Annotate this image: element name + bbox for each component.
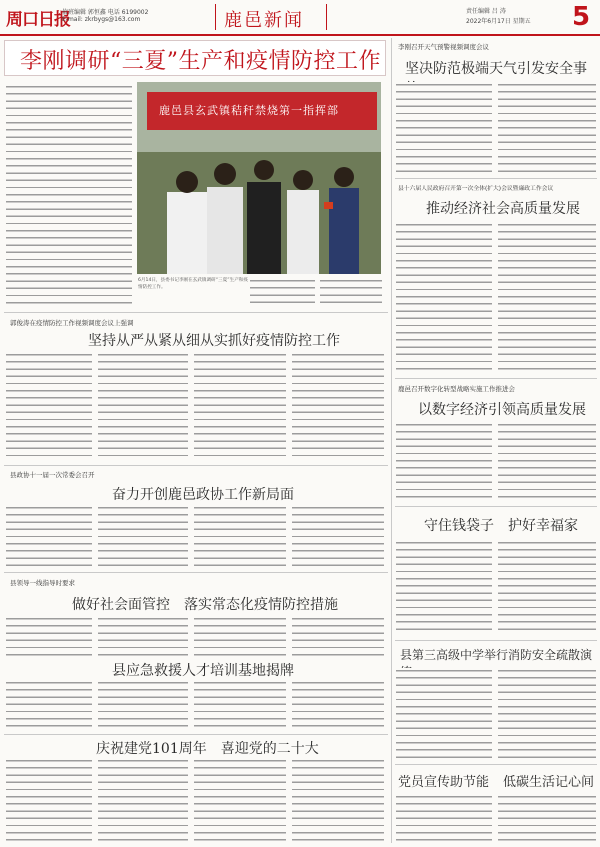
right1-headline: 坚决防范极端天气引发安全事 [405, 61, 587, 77]
divider-right1 [395, 178, 597, 179]
lead-body-left [6, 84, 132, 304]
right6-body-2 [498, 794, 596, 843]
right3-pretitle: 鹿邑召开数字化转型战略实施工作推进会 [398, 385, 515, 393]
story4-pretitle: 县领导一线指导时要求 [10, 579, 75, 587]
issue-date: 2022年6月17日 星期五 [466, 18, 531, 25]
right5-headline: 县第三高级中学举行消防安全疏散演 [400, 648, 593, 662]
right1-pretitle: 李刚召开天气预警视频调度会议 [398, 43, 489, 51]
right3-headline: 以数字经济引领高质量发展 [418, 402, 586, 418]
story6-body-4 [292, 758, 384, 843]
duty-editor-info: 值班编辑 郭恒鑫 电话 6199002 [62, 9, 149, 16]
right6-body-1 [396, 794, 492, 843]
story4-body-1 [6, 616, 92, 656]
lead-headline: 李刚调研“三夏”生产和疫情防控工作 [20, 49, 381, 74]
section-title: 鹿邑新闻 [224, 10, 304, 31]
right2-body-2 [498, 222, 596, 372]
right2-pretitle: 县十六届人民政府召开第一次全体(扩大)会议暨廉政工作会议 [398, 186, 554, 192]
story2-body-3 [194, 352, 286, 462]
right4-headline-b: 护好幸福家 [508, 518, 578, 534]
divider-lead [4, 312, 388, 313]
photo-banner-text: 鹿邑县玄武镇秸秆禁烧第一指挥部 [159, 104, 339, 117]
story2-body-4 [292, 352, 384, 462]
lead-photo [137, 82, 381, 274]
divider-right3 [395, 506, 597, 507]
story2-headline: 坚持从严从紧从细从实抓好疫情防控工作 [88, 333, 340, 349]
story5-body-4 [292, 680, 384, 730]
photo-caption: 6月14日，县委书记李刚在玄武镇调研“三夏”生产和疫情防控工作。 [138, 278, 248, 290]
story2-body-1 [6, 352, 92, 462]
column-divider [391, 38, 392, 843]
responsible-editor: 责任编辑 吕 涛 [466, 8, 506, 15]
story2-pretitle: 郭俊涛在疫情防控工作视频调度会议上强调 [10, 319, 134, 327]
story3-body-4 [292, 505, 384, 567]
story5-body-2 [98, 680, 188, 730]
story4-body-4 [292, 616, 384, 656]
right4-headline-a: 守住钱袋子 [424, 518, 494, 534]
email-info: E-mail: zkrbygs@163.com [62, 16, 141, 23]
divider-right2 [395, 378, 597, 379]
page-number: 5 [572, 2, 591, 32]
right4-body-2 [498, 540, 596, 635]
story6-body-2 [98, 758, 188, 843]
right6-headline-b: 低碳生活记心间 [503, 775, 595, 790]
divider-right5 [395, 764, 597, 765]
divider-story2 [4, 465, 388, 466]
right3-body-1 [396, 422, 492, 502]
story3-body-3 [194, 505, 286, 567]
story5-headline: 县应急救援人才培训基地揭牌 [112, 663, 294, 679]
right4-body-1 [396, 540, 492, 635]
right1-body-2 [498, 82, 596, 174]
story4-headline: 做好社会面管控 落实常态化疫情防控措施 [72, 597, 338, 613]
story3-body-1 [6, 505, 92, 567]
right2-headline: 推动经济社会高质量发展 [426, 201, 580, 217]
divider-story5 [4, 734, 388, 735]
divider-right4 [395, 640, 597, 641]
story3-pretitle: 县政协十一届一次常委会召开 [10, 471, 95, 479]
right1-body-1 [396, 82, 492, 174]
story5-body-1 [6, 680, 92, 730]
story6-body-3 [194, 758, 286, 843]
right6-headline-a: 党员宣传助节能 [398, 775, 490, 790]
story4-body-2 [98, 616, 188, 656]
story6-headline: 庆祝建党101周年 喜迎党的二十大 [96, 741, 319, 757]
divider-story3 [4, 572, 388, 573]
story4-body-3 [194, 616, 286, 656]
story6-body-1 [6, 758, 92, 843]
lead-body-bottom-2 [320, 278, 382, 306]
right5-body-2 [498, 668, 596, 760]
right2-body-1 [396, 222, 492, 372]
story3-headline: 奋力开创鹿邑政协工作新局面 [112, 487, 294, 503]
right3-body-2 [498, 422, 596, 502]
right5-body-1 [396, 668, 492, 760]
story3-body-2 [98, 505, 188, 567]
lead-body-bottom-1 [250, 278, 315, 306]
story5-body-3 [194, 680, 286, 730]
newspaper-logo: 周口日报 [6, 10, 70, 30]
story2-body-2 [98, 352, 188, 462]
